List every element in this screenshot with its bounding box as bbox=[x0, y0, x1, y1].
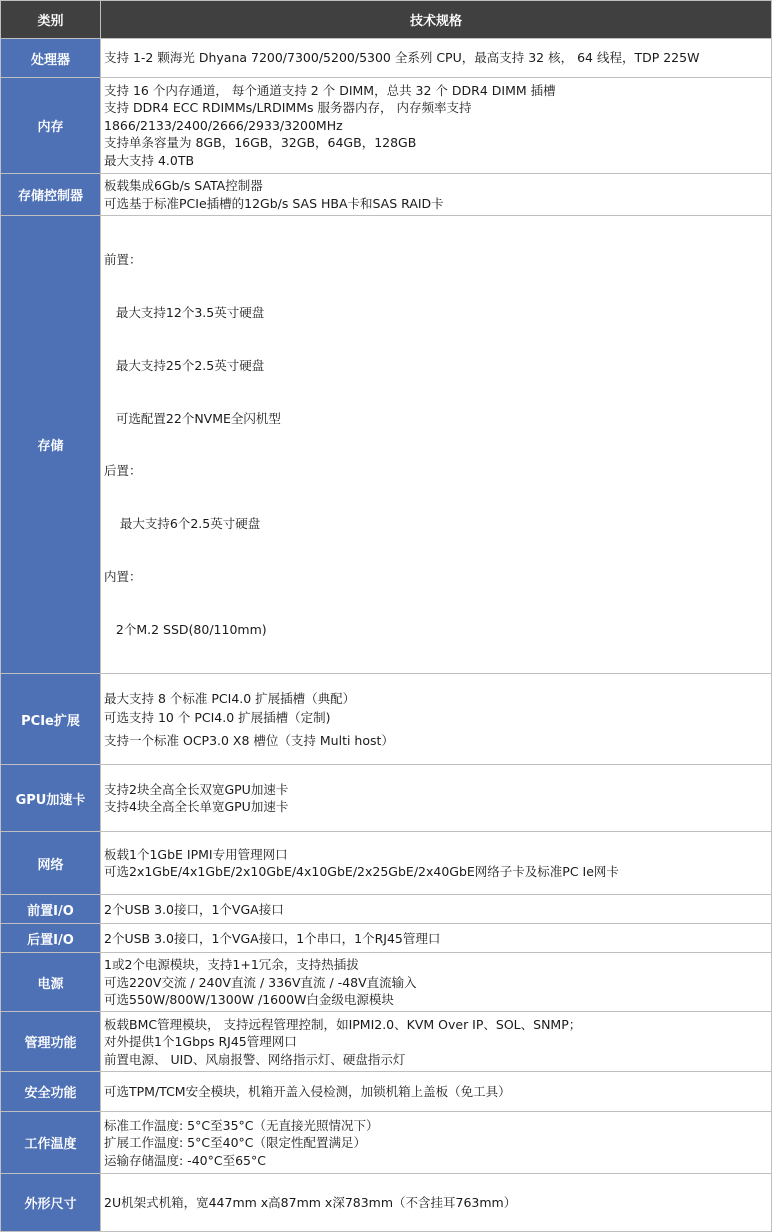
spec-line: 扩展工作温度: 5°C至40°C（限定性配置满足） bbox=[104, 1135, 367, 1151]
table-row bbox=[1, 1072, 772, 1112]
spec-line: 支持2块全高全长双宽GPU加速卡 bbox=[104, 781, 289, 797]
spec-line: 后置： bbox=[104, 463, 142, 479]
table-row bbox=[1, 174, 772, 216]
row-spec bbox=[101, 78, 772, 174]
row-spec bbox=[101, 765, 772, 832]
row-category: 管理功能 bbox=[1, 1012, 101, 1072]
spec-line: 内置： bbox=[104, 568, 142, 584]
row-category: 存储控制器 bbox=[1, 174, 101, 216]
spec-line: 可选550W/800W/1300W /1600W白金级电源模块 bbox=[104, 992, 394, 1008]
spec-line: 可选支持 10 个 PCI4.0 扩展插槽（定制) bbox=[104, 710, 331, 726]
table-row bbox=[1, 895, 772, 924]
spec-line: 最大支持25个2.5英寸硬盘 bbox=[104, 357, 265, 373]
row-category: GPU加速卡 bbox=[1, 765, 101, 832]
row-spec bbox=[101, 1072, 772, 1112]
table-row bbox=[1, 674, 772, 765]
spec-line: 板载BMC管理模块， 支持远程管理控制，如IPMI2.0、KVM Over IP、SOL、SNMP； bbox=[104, 1016, 582, 1032]
spec-line: 支持一个标准 OCP3.0 X8 槽位（支持 Multi host） bbox=[104, 732, 394, 748]
row-spec bbox=[101, 216, 772, 674]
spec-line: 支持4块全高全长单宽GPU加速卡 bbox=[104, 799, 289, 815]
header-row bbox=[1, 1, 772, 39]
spec-line: 运输存储温度: -40°C至65°C bbox=[104, 1152, 266, 1168]
spec-line: 最大支持6个2.5英寸硬盘 bbox=[104, 516, 261, 532]
header-spec: 技术规格 bbox=[101, 1, 772, 39]
row-category: 存储 bbox=[1, 216, 101, 674]
spec-line: 可选TPM/TCM安全模块，机箱开盖入侵检测，加锁机箱上盖板（免工具） bbox=[104, 1084, 511, 1100]
spec-line: 前置电源、 UID、风扇报警、网络指示灯、硬盘指示灯 bbox=[104, 1051, 406, 1067]
spec-line: 2个USB 3.0接口，1个VGA接口 bbox=[104, 901, 284, 917]
row-spec bbox=[101, 174, 772, 216]
row-category: 前置I/O bbox=[1, 895, 101, 924]
row-spec bbox=[101, 895, 772, 924]
row-category: 工作温度 bbox=[1, 1112, 101, 1174]
table-row bbox=[1, 39, 772, 78]
spec-line: 标准工作温度: 5°C至35°C（无直接光照情况下） bbox=[104, 1117, 379, 1133]
spec-line: 最大支持 4.0TB bbox=[104, 152, 195, 168]
table-row bbox=[1, 832, 772, 895]
row-spec bbox=[101, 1174, 772, 1232]
row-category: 处理器 bbox=[1, 39, 101, 78]
row-spec bbox=[101, 1112, 772, 1174]
table-row bbox=[1, 953, 772, 1012]
spec-line: 可选配置22个NVME全闪机型 bbox=[104, 410, 281, 426]
table-row bbox=[1, 765, 772, 832]
spec-line: 可选2x1GbE/4x1GbE/2x10GbE/4x10GbE/2x25GbE/2x40GbE网络子卡及标准PC Ie网卡 bbox=[104, 864, 619, 880]
table-row bbox=[1, 924, 772, 953]
row-category: PCIe扩展 bbox=[1, 674, 101, 765]
table-row bbox=[1, 78, 772, 174]
row-spec bbox=[101, 953, 772, 1012]
spec-line: 支持 DDR4 ECC RDIMMs/LRDIMMs 服务器内存， 内存频率支持 bbox=[104, 100, 472, 116]
row-spec bbox=[101, 1012, 772, 1072]
spec-line: 支持单条容量为 8GB，16GB，32GB，64GB，128GB bbox=[104, 135, 417, 151]
table-row bbox=[1, 1174, 772, 1232]
spec-line: 支持 1-2 颗海光 Dhyana 7200/7300/5200/5300 全系列 CPU，最高支持 32 核， 64 线程，TDP 225W bbox=[104, 50, 700, 66]
spec-line: 1或2个电源模块，支持1+1冗余，支持热插拔 bbox=[104, 957, 359, 973]
row-category: 网络 bbox=[1, 832, 101, 895]
spec-line: 最大支持12个3.5英寸硬盘 bbox=[104, 304, 265, 320]
spec-line: 可选基于标准PCIe插槽的12Gb/s SAS HBA卡和SAS RAID卡 bbox=[104, 195, 444, 211]
spec-line: 1866/2133/2400/2666/2933/3200MHz bbox=[104, 117, 343, 133]
header-category: 类别 bbox=[1, 1, 101, 39]
row-category: 后置I/O bbox=[1, 924, 101, 953]
spec-line: 对外提供1个1Gbps RJ45管理网口 bbox=[104, 1034, 297, 1050]
spec-line: 2个USB 3.0接口，1个VGA接口，1个串口，1个RJ45管理口 bbox=[104, 930, 441, 946]
spec-line: 板载集成6Gb/s SATA控制器 bbox=[104, 177, 263, 193]
spec-line: 支持 16 个内存通道， 每个通道支持 2 个 DIMM，总共 32 个 DDR4 DIMM 插槽 bbox=[104, 82, 556, 98]
table-row bbox=[1, 216, 772, 674]
row-category: 外形尺寸 bbox=[1, 1174, 101, 1232]
spec-line: 前置： bbox=[104, 252, 142, 268]
spec-line: 可选220V交流 / 240V直流 / 336V直流 / -48V直流输入 bbox=[104, 974, 417, 990]
table-row bbox=[1, 1012, 772, 1072]
spec-line: 2个M.2 SSD(80/110mm) bbox=[104, 621, 267, 637]
row-category: 内存 bbox=[1, 78, 101, 174]
table-row bbox=[1, 1112, 772, 1174]
spec-line: 板载1个1GbE IPMI专用管理网口 bbox=[104, 846, 288, 862]
spec-line: 最大支持 8 个标准 PCI4.0 扩展插槽（典配） bbox=[104, 690, 356, 706]
spec-line: 2U机架式机箱，宽447mm x高87mm x深783mm（不含挂耳763mm） bbox=[104, 1195, 517, 1211]
row-spec bbox=[101, 924, 772, 953]
row-category: 电源 bbox=[1, 953, 101, 1012]
row-spec bbox=[101, 674, 772, 765]
row-category: 安全功能 bbox=[1, 1072, 101, 1112]
row-spec bbox=[101, 39, 772, 78]
row-spec bbox=[101, 832, 772, 895]
